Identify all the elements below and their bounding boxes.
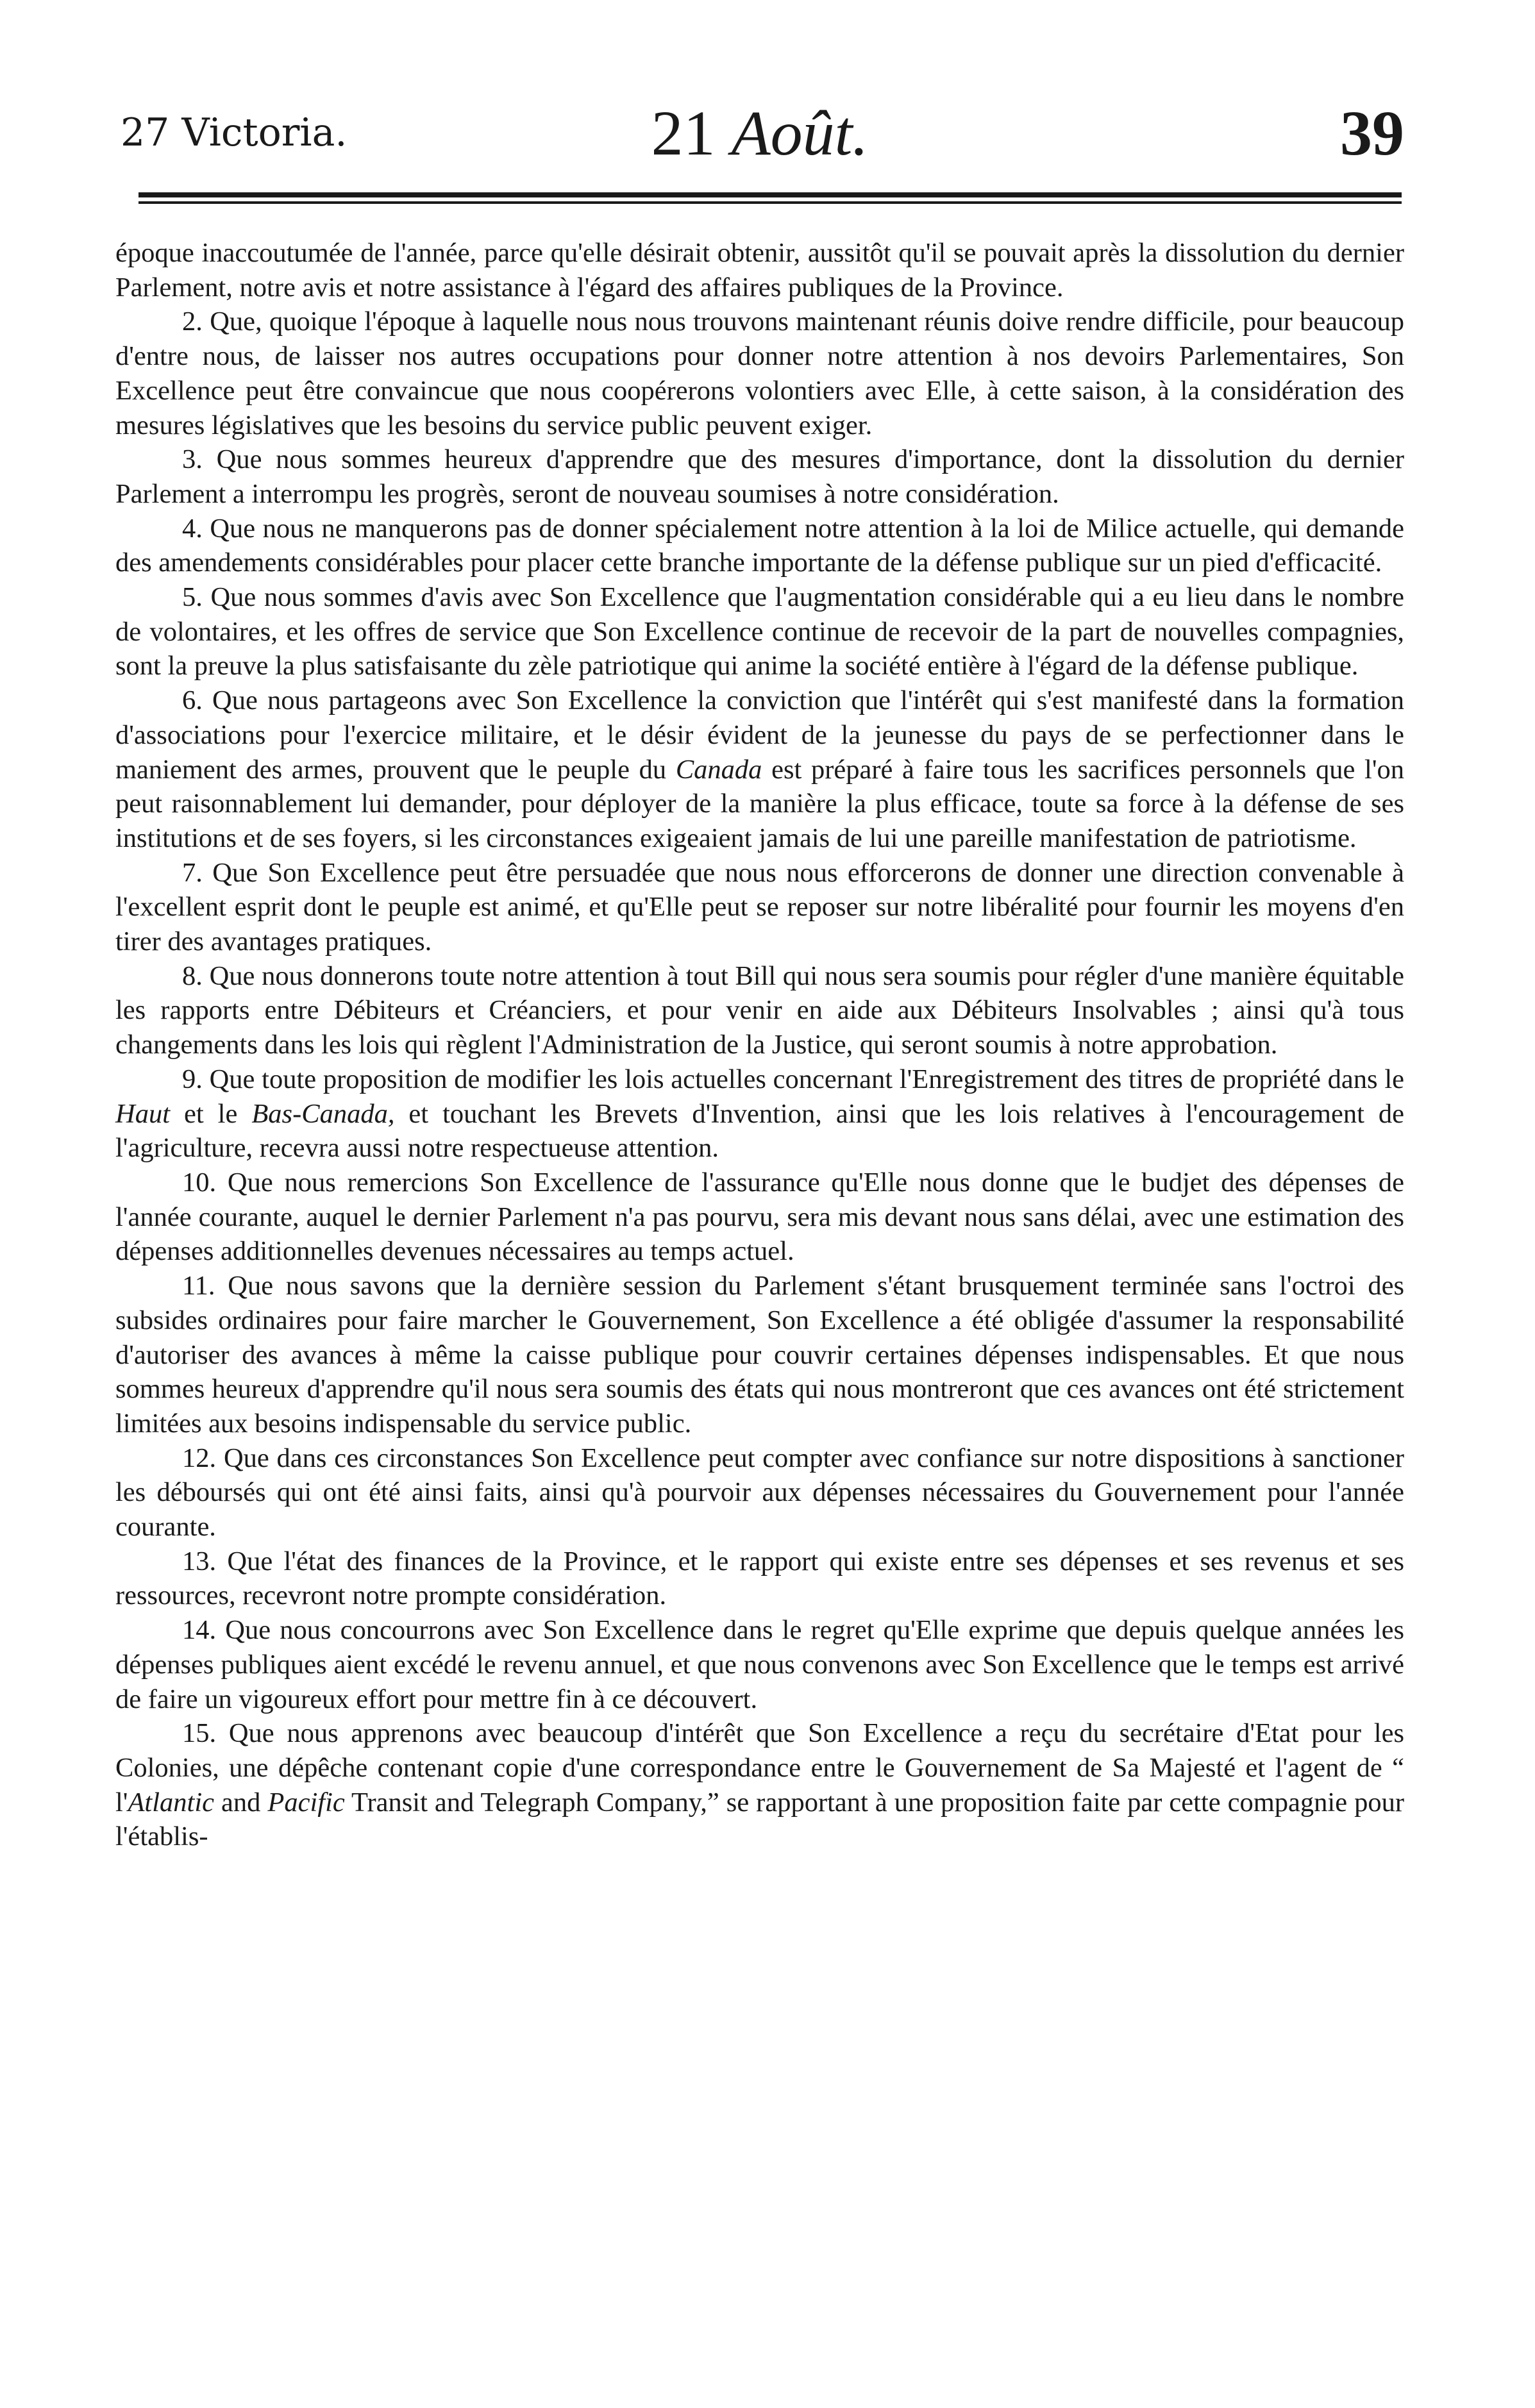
paragraph-14 [115, 1613, 1404, 1716]
paragraph-text: Que nous sommes d'avis avec Son Excellence que l'augmentation considérable qui a eu lieu dans le nombre de volontaires, et les offres de service que Son Excellence continue de recevoir de la part de nouvelles compagnies, sont la preuve la plus satisfaisante du zèle patriotique qui anime la société entière à l'égard de la défense publique. [115, 582, 1405, 681]
paragraph-number: 6. [182, 685, 203, 716]
paragraph-number: 15. [182, 1718, 217, 1749]
paragraph-5 [115, 580, 1404, 683]
header-rule-thick [138, 192, 1402, 197]
paragraph-text: époque inaccoutumée de l'année, parce qu'elle désirait obtenir, aussitôt qu'il se pouvait après la dissolution du dernier Parlement, notre avis et notre assistance à l'égard des affaires publiques de la Province. [115, 238, 1404, 303]
paragraph-3 [115, 442, 1404, 511]
paragraph-text: Que nous partageons avec Son Excellence la conviction que l'intérêt qui s'est manifesté dans la formation d'associations pour l'exercice militaire, et le désir évident de la jeunesse du pays de se perfectionner dans le maniement des armes, prouvent que le peuple du [115, 685, 1405, 785]
paragraph-2 [115, 305, 1404, 442]
italic-term: Canada [675, 754, 762, 785]
paragraph-text: est préparé à faire tous les sacrifices personnels que l'on peut raisonnablement lui demander, pour déployer de la manière la plus efficace, toute sa force à la défense de ses institutions et de ses foyers, si les circonstances exigeaient jamais de lui une pareille manifestation de patriotisme. [115, 754, 1404, 853]
paragraph-text: and [214, 1787, 268, 1818]
paragraph-7 [115, 856, 1404, 959]
paragraph-continuation [115, 236, 1404, 305]
paragraph-text: Que nous apprenons avec beaucoup d'intérêt que Son Excellence a reçu du secrétaire d'Etat pour les Colonies, une dépêche contenant copie d'une correspondance entre le Gouvernement de Sa Majesté et l'agent de “ l' [115, 1718, 1404, 1818]
paragraph-number: 10. [182, 1167, 217, 1198]
paragraph-number: 13. [182, 1546, 217, 1576]
paragraph-text: Que nous ne manquerons pas de donner spécialement notre attention à la loi de Milice actuelle, qui demande des amendements considérables pour placer cette branche importante de la défense publique sur un pied d'efficacité. [115, 513, 1404, 578]
paragraph-number: 3. [182, 444, 203, 475]
paragraph-13 [115, 1544, 1404, 1613]
paragraph-number: 4. [182, 513, 203, 544]
header-rule-thin [138, 201, 1402, 204]
paragraph-number: 9. [182, 1064, 203, 1094]
paragraph-11 [115, 1269, 1404, 1441]
paragraph-text: Que nous sommes heureux d'apprendre que des mesures d'importance, dont la dissolution du dernier Parlement a interrompu les progrès, seront de nouveau soumises à notre considération. [115, 444, 1405, 509]
paragraph-text: Que nous savons que la dernière session du Parlement s'étant brusquement terminée sans l'octroi des subsides ordinaires pour faire marcher le Gouvernement, Son Excellence a été obligée d'assumer la responsabilité d'autoriser des avances à même la caisse publique pour couvrir certaines dépenses indispensables. Et que nous sommes heureux d'apprendre qu'il nous sera soumis des états qui nous montreront que ces avances ont été strictement limitées aux besoins indispensable du service public. [115, 1271, 1405, 1439]
session-label: 27 Victoria. [121, 110, 348, 155]
paragraph-number: 14. [182, 1615, 217, 1646]
page-number: 39 [1340, 97, 1404, 169]
date-month: Août. [731, 97, 869, 169]
paragraph-text: Que nous donnerons toute notre attention à tout Bill qui nous sera soumis pour régler d'une manière équitable les rapports entre Débiteurs et Créanciers, et pour venir en aide aux Débiteurs Insolvables ; ainsi qu'à tous changements dans les lois qui règlent l'Administration de la Justice, qui seront soumis à notre approbation. [115, 960, 1404, 1060]
italic-term: Atlantic [128, 1787, 215, 1818]
paragraph-10 [115, 1166, 1404, 1269]
paragraph-text: Que nous concourrons avec Son Excellence dans le regret qu'Elle exprime que depuis quelque années les dépenses publiques aient excédé le revenu annuel, et que nous convenons avec Son Excellence que le temps est arrivé de faire un vigoureux effort pour mettre fin à ce découvert. [115, 1615, 1405, 1714]
body-text [115, 236, 1404, 1854]
paragraph-number: 2. [182, 306, 203, 337]
paragraph-number: 5. [182, 582, 203, 613]
date-heading [115, 96, 1404, 170]
date-day: 21 [651, 97, 716, 169]
paragraph-6 [115, 683, 1404, 856]
paragraph-text: et le [170, 1098, 252, 1129]
italic-term: Haut [115, 1098, 170, 1129]
header-rule [138, 192, 1402, 204]
paragraph-number: 7. [182, 857, 203, 888]
paragraph-number: 8. [182, 960, 203, 991]
paragraph-text: et touchant les Brevets d'Invention, ainsi que les lois relatives à l'encouragement de l'agriculture, recevra aussi notre respectueuse attention. [115, 1098, 1404, 1164]
paragraph-text: Que dans ces circonstances Son Excellence peut compter avec confiance sur notre dispositions à sanctioner les déboursés qui ont été ainsi faits, ainsi qu'à pourvoir aux dépenses nécessaires du Gouvernement pour l'année courante. [115, 1442, 1404, 1543]
paragraph-15 [115, 1716, 1404, 1854]
paragraph-number: 12. [182, 1442, 217, 1473]
paragraph-text: Que nous remercions Son Excellence de l'assurance qu'Elle nous donne que le budjet des dépenses de l'année courante, auquel le dernier Parlement n'a pas pourvu, sera mis devant nous sans délai, avec une estimation des dépenses additionnelles devenues nécessaires au temps actuel. [115, 1167, 1404, 1267]
paragraph-text: Transit and Telegraph Company,” se rapportant à une proposition faite par cette compagnie pour l'établis- [115, 1787, 1404, 1852]
paragraph-9 [115, 1062, 1404, 1166]
paragraph-text: Que toute proposition de modifier les lois actuelles concernant l'Enregistrement des titres de propriété dans le [209, 1064, 1404, 1094]
paragraph-text: Que Son Excellence peut être persuadée que nous nous efforcerons de donner une direction convenable à l'excellent esprit dont le peuple est animé, et qu'Elle peut se reposer sur notre libéralité pour fournir les moyens d'en tirer des avantages pratiques. [115, 857, 1404, 957]
italic-term: Pacific [267, 1787, 345, 1818]
paragraph-text: Que, quoique l'époque à laquelle nous nous trouvons maintenant réunis doive rendre difficile, pour beaucoup d'entre nous, de laisser nos autres occupations pour donner notre attention à nos devoirs Parlementaires, Son Excellence peut être convaincue que nous coopérerons volontiers avec Elle, à cette saison, à la considération des mesures législatives que les besoins du service public peuvent exiger. [115, 306, 1404, 440]
document-page [115, 96, 1404, 1854]
paragraph-12 [115, 1441, 1404, 1544]
paragraph-4 [115, 512, 1404, 580]
page-header [115, 96, 1404, 192]
paragraph-text: Que l'état des finances de la Province, et le rapport qui existe entre ses dépenses et ses revenus et ses ressources, recevront notre prompte considération. [115, 1546, 1405, 1611]
paragraph-number: 11. [182, 1271, 215, 1301]
paragraph-8 [115, 959, 1404, 1062]
italic-term: Bas-Canada, [251, 1098, 395, 1129]
